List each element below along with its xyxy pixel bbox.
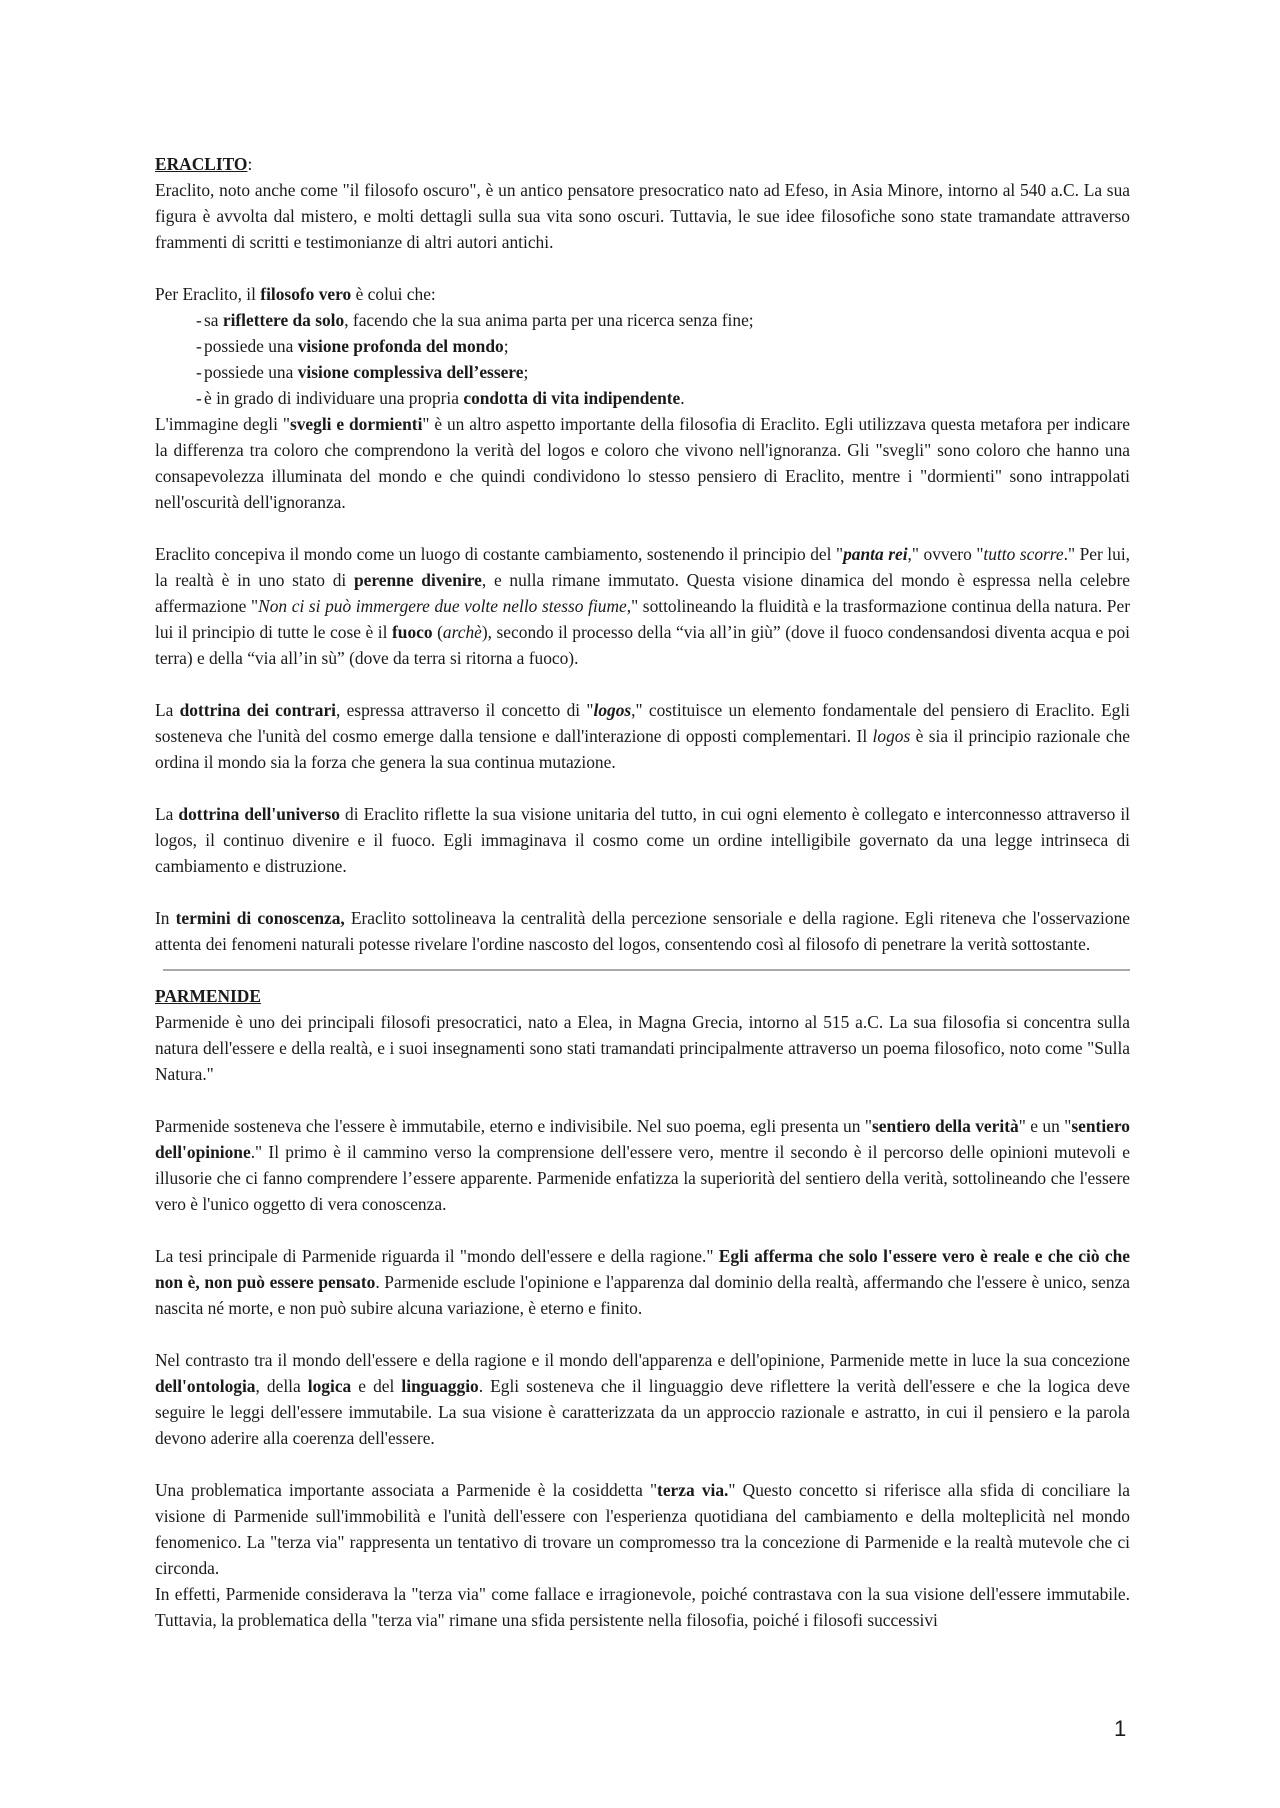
- parmenide-intro: Parmenide è uno dei principali filosofi presocratici, nato a Elea, in Magna Grecia, intorno al 515 a.C. La sua filosofia si concentra sulla natura dell'essere e della realtà, e i suoi insegnamenti sono stati tramandati principalmente attraverso un poema filosofico, noto come "Sulla Natura.": [155, 1012, 1130, 1084]
- eraclito-intro: Eraclito, noto anche come "il filosofo oscuro", è un antico pensatore presocratico nato ad Efeso, in Asia Minore, intorno al 540 a.C. La sua figura è avvolta dal mistero, e molti dettagli sulla sua vita sono oscuri. Tuttavia, le sue idee filosofiche sono state tramandate attraverso frammenti di scritti e testimonianze di altri autori antichi.: [155, 180, 1130, 252]
- eraclito-philosopher-intro: Per Eraclito, il filosofo vero è colui che:: [155, 284, 436, 304]
- page-number: 1: [1114, 1716, 1127, 1741]
- parmenide-ontologia: Nel contrasto tra il mondo dell'essere e della ragione e il mondo dell'apparenza e dell'opinione, Parmenide mette in luce la sua concezione dell'ontologia, della logica e del linguaggio. Egli sosteneva che il linguaggio deve riflettere la verità dell'essere e che la logica deve seguire le leggi dell'essere immutabile. La sua visione è caratterizzata da un approccio razionale e astratto, in cui il pensiero e la parola devono aderire alla coerenza dell'essere.: [155, 1350, 1131, 1448]
- eraclito-contrari: La dottrina dei contrari, espressa attraverso il concetto di "logos," costituisce un elemento fondamentale del pensiero di Eraclito. Egli sosteneva che l'unità del cosmo emerge dalla tensione e dall'interazione di opposti complementari. Il logos è sia il principio razionale che ordina il mondo sia la forza che genera la sua continua mutazione.: [155, 700, 1130, 772]
- philosopher-traits-list: [155, 307, 1130, 411]
- eraclito-conoscenza: In termini di conoscenza, Eraclito sottolineava la centralità della percezione sensoriale e della ragione. Egli riteneva che l'osservazione attenta dei fenomeni naturali potesse rivelare l'ordine nascosto del logos, consentendo così al filosofo di penetrare la verità sottostante.: [155, 908, 1130, 954]
- parmenide-tesi: La tesi principale di Parmenide riguarda il "mondo dell'essere e della ragione." Egli afferma che solo l'essere vero è reale e che ciò che non è, non può essere pensato. Parmenide esclude l'opinione e l'apparenza dal dominio della realtà, affermando che l'essere è unico, senza nascita né morte, e non può subire alcuna variazione, è eterno e finito.: [155, 1246, 1131, 1318]
- section-title-eraclito: ERACLITO: [155, 154, 248, 174]
- eraclito-universo: La dottrina dell'universo di Eraclito riflette la sua visione unitaria del tutto, in cui ogni elemento è collegato e interconnesso attraverso il logos, il continuo divenire e il fuoco. Egli immaginava il cosmo come un ordine intelligibile governato da una legge intrinseca di cambiamento e distruzione.: [155, 804, 1130, 876]
- eraclito-svegli-dormienti: L'immagine degli "svegli e dormienti" è un altro aspetto importante della filosofia di Eraclito. Egli utilizzava questa metafora per indicare la differenza tra coloro che comprendono la verità del logos e coloro che vivono nell'ignoranza. Gli "svegli" sono coloro che hanno una consapevolezza illuminata del mondo e che quindi condividono lo stesso pensiero di Eraclito, mentre i "dormienti" sono intrappolati nell'oscurità dell'ignoranza.: [155, 414, 1131, 512]
- parmenide-conclusione: In effetti, Parmenide considerava la "terza via" come fallace e irragionevole, poiché contrastava con la sua visione dell'essere immutabile. Tuttavia, la problematica della "terza via" rimane una sfida persistente nella filosofia, poiché i filosofi successivi: [155, 1584, 1130, 1630]
- document-page: [155, 151, 1130, 1633]
- eraclito-panta-rei: Eraclito concepiva il mondo come un luogo di costante cambiamento, sostenendo il principio del "panta rei," ovvero "tutto scorre." Per lui, la realtà è in uno stato di perenne divenire, e nulla rimane immutato. Questa visione dinamica del mondo è espressa nella celebre affermazione "Non ci si può immergere due volte nello stesso fiume," sottolineando la fluidità e la trasformazione continua della natura. Per lui il principio di tutte le cose è il fuoco (archè), secondo il processo della “via all’in giù” (dove il fuoco condensandosi diventa acqua e poi terra) e della “via all’in sù” (dove da terra si ritorna a fuoco).: [155, 544, 1131, 668]
- section-divider: [163, 969, 1130, 971]
- eraclito-heading: ERACLITO:: [155, 154, 253, 174]
- list-item: - possiede una visione complessiva dell’essere;: [196, 362, 529, 382]
- list-item: - possiede una visione profonda del mondo;: [196, 336, 509, 356]
- parmenide-terza-via: Una problematica importante associata a Parmenide è la cosiddetta "terza via." Questo concetto si riferisce alla sfida di conciliare la visione di Parmenide sull'immobilità e l'unità dell'essere con l'esperienza quotidiana del cambiamento e della molteplicità nel mondo fenomenico. La "terza via" rappresenta un tentativo di trovare un compromesso tra la concezione di Parmenide e la realtà mutevole che ci circonda.: [155, 1480, 1131, 1578]
- section-title-parmenide: PARMENIDE: [155, 986, 261, 1006]
- list-item: - sa riflettere da solo, facendo che la sua anima parta per una ricerca senza fine;: [196, 310, 754, 330]
- parmenide-sentieri: Parmenide sosteneva che l'essere è immutabile, eterno e indivisibile. Nel suo poema, egli presenta un "sentiero della verità" e un "sentiero dell'opinione." Il primo è il cammino verso la comprensione dell'essere vero, mentre il secondo è il percorso delle opinioni mutevoli e illusorie che ci fanno comprendere l’essere apparente. Parmenide enfatizza la superiorità del sentiero della verità, sottolineando che l'essere vero è l'unico oggetto di vera conoscenza.: [155, 1116, 1130, 1214]
- list-item: - è in grado di individuare una propria condotta di vita indipendente.: [196, 388, 685, 408]
- parmenide-heading: [155, 983, 1130, 1009]
